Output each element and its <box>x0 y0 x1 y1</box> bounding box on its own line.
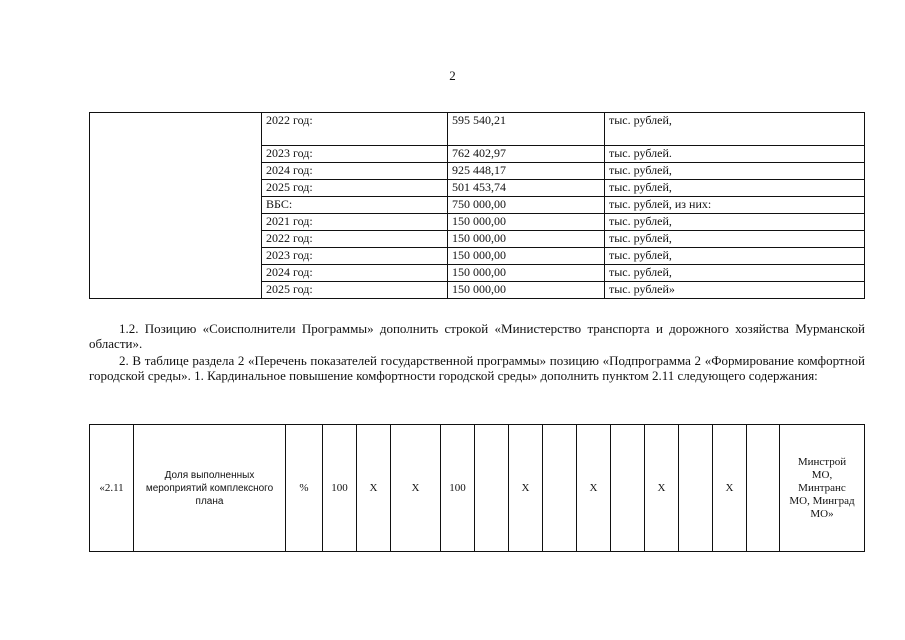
amount: 150 000,00 <box>448 248 605 265</box>
table-row <box>90 113 865 146</box>
unit: тыс. рублей» <box>605 282 865 299</box>
amount: 150 000,00 <box>448 214 605 231</box>
value-cell: X <box>713 425 747 552</box>
page-number: 2 <box>449 68 456 83</box>
amount: 750 000,00 <box>448 197 605 214</box>
amount: 925 448,17 <box>448 163 605 180</box>
unit: тыс. рублей. <box>605 146 865 163</box>
amount: 501 453,74 <box>448 180 605 197</box>
indicator-table <box>89 424 865 552</box>
responsible-cell <box>780 425 865 552</box>
year-label: 2025 год: <box>262 282 448 299</box>
year-label: 2023 год: <box>262 146 448 163</box>
value-cell <box>747 425 780 552</box>
value-cell: 100 <box>323 425 357 552</box>
value-cell <box>475 425 509 552</box>
value-cell: X <box>509 425 543 552</box>
year-label: 2024 год: <box>262 163 448 180</box>
responsible-line: Минтранс <box>798 481 846 494</box>
amount: 150 000,00 <box>448 265 605 282</box>
value-cell: X <box>645 425 679 552</box>
responsible-line: Минстрой <box>797 455 847 468</box>
value-cell: 100 <box>441 425 475 552</box>
year-label: 2022 год: <box>262 231 448 248</box>
unit: тыс. рублей, <box>605 113 865 146</box>
responsible-line: МО» <box>810 507 834 520</box>
year-label: 2025 год: <box>262 180 448 197</box>
finance-table <box>89 112 865 299</box>
year-label: 2022 год: <box>262 113 448 146</box>
responsible-line: МО, <box>811 468 833 481</box>
item-number: «2.11 <box>90 425 134 552</box>
indicator-unit: % <box>286 425 323 552</box>
paragraph-co-executors: 1.2. Позицию «Соисполнители Программы» дополнить строкой «Министерство транспорта и дорожного хозяйства Мурманской области». <box>89 321 865 351</box>
value-cell: X <box>577 425 611 552</box>
responsible-line: МО, Минград <box>789 494 855 507</box>
value-cell <box>679 425 713 552</box>
value-cell: X <box>391 425 441 552</box>
value-cell <box>543 425 577 552</box>
year-label: 2021 год: <box>262 214 448 231</box>
unit: тыс. рублей, <box>605 163 865 180</box>
value-cell <box>611 425 645 552</box>
amount: 150 000,00 <box>448 231 605 248</box>
unit: тыс. рублей, <box>605 180 865 197</box>
unit: тыс. рублей, из них: <box>605 197 865 214</box>
value-cell: X <box>357 425 391 552</box>
amount: 595 540,21 <box>448 113 605 146</box>
amount: 150 000,00 <box>448 282 605 299</box>
unit: тыс. рублей, <box>605 231 865 248</box>
year-label: ВБС: <box>262 197 448 214</box>
unit: тыс. рублей, <box>605 248 865 265</box>
year-label: 2023 год: <box>262 248 448 265</box>
amount: 762 402,97 <box>448 146 605 163</box>
unit: тыс. рублей, <box>605 265 865 282</box>
paragraph-indicators: 2. В таблице раздела 2 «Перечень показателей государственной программы» позицию «Подпрограмма 2 «Формирование комфортной городской среды». 1. Кардинальное повышение комфортности городской среды» дополнить пунктом 2.11 следующего содержания: <box>89 353 865 383</box>
indicator-name: Доля выполненных мероприятий комплексного плана <box>134 425 286 552</box>
table-row <box>90 425 865 552</box>
merged-label-cell <box>90 113 262 299</box>
year-label: 2024 год: <box>262 265 448 282</box>
unit: тыс. рублей, <box>605 214 865 231</box>
